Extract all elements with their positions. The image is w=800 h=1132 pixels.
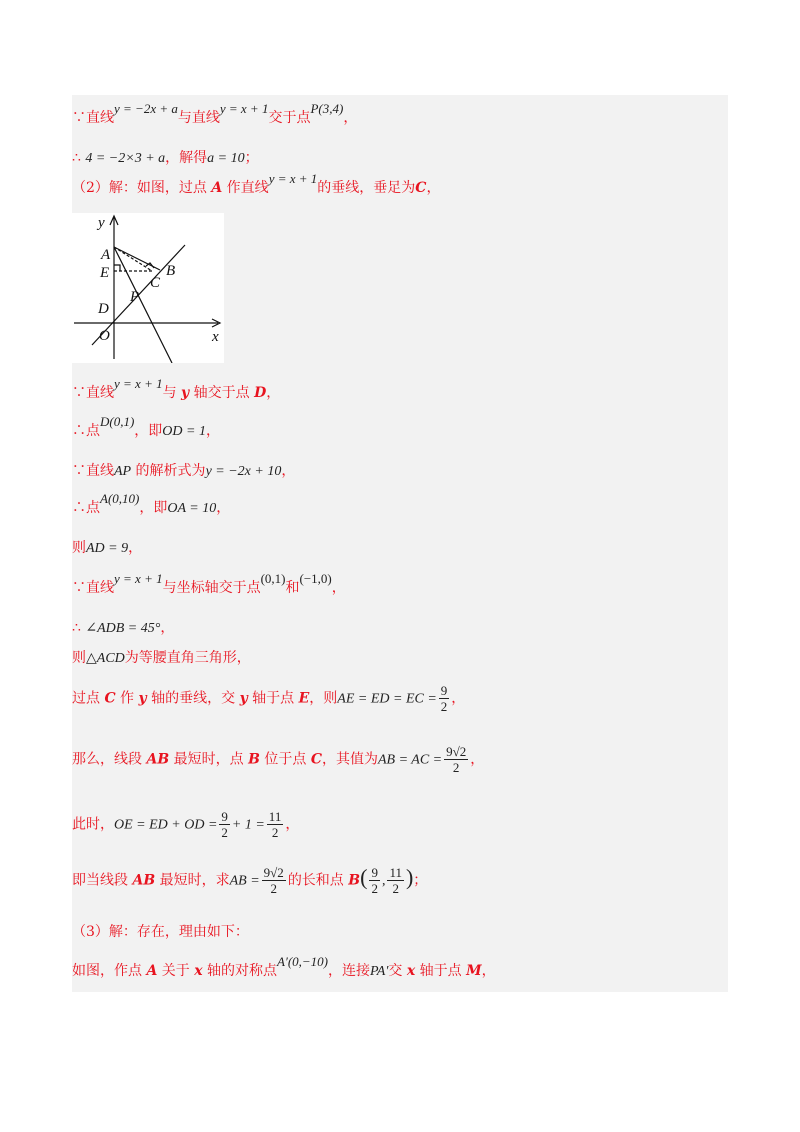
fraction-11-2: $\frac{11}{2}$ bbox=[268, 809, 282, 840]
label-y: y bbox=[98, 215, 105, 231]
label-E: E bbox=[100, 265, 110, 281]
label-O: O bbox=[99, 328, 110, 344]
figure bbox=[72, 213, 224, 363]
label-D: D bbox=[98, 301, 109, 317]
line-17: 如图，作点 A 关于 x 轴的对称点A′(0,−10)，连接PA′交 x 轴于点 M， bbox=[72, 954, 496, 979]
fraction-9root2-2: $\frac{9√2}{2}$ bbox=[263, 865, 284, 896]
line-AP bbox=[114, 247, 172, 363]
line-13: 那么，线段 AB 最短时，点 B 位于点 C，其值为AB = AC = $\frac{9√2}{2}$ ， bbox=[72, 744, 485, 775]
fraction-9-2: $\frac{9}{2}$ bbox=[221, 809, 228, 840]
line-16: （3）解：存在，理由如下： bbox=[72, 924, 249, 940]
label-x: x bbox=[212, 329, 219, 345]
line-8: 则AD = 9， bbox=[72, 540, 143, 556]
line-1: ∵直线y = −2x + a与直线y = x + 1交于点P(3,4)， bbox=[72, 101, 358, 126]
line-12: 过点 C 作 y 轴的垂线，交 y 轴于点 E，则AE = ED = EC = $\frac{9}{2}$ ， bbox=[72, 683, 466, 714]
line-11: 则△ACD为等腰直角三角形， bbox=[72, 650, 251, 666]
line-5: ∴点D(0,1)，即OD = 1， bbox=[72, 414, 220, 439]
label-B: B bbox=[166, 263, 176, 279]
line-15: 即当线段 AB 最短时，求AB = $\frac{9√2}{2}$ 的长和点 B( $\frac{9}{2}$ , $\frac{11}{2}$ )； bbox=[72, 864, 428, 896]
line-4: ∵直线y = x + 1与 y 轴交于点 D， bbox=[72, 376, 281, 401]
fraction-9-2: $\frac{9}{2}$ bbox=[440, 683, 448, 714]
right-angle-mark-E bbox=[114, 265, 120, 271]
line-9: ∵直线y = x + 1与坐标轴交于点(0,1)和(−1,0)， bbox=[72, 571, 346, 596]
label-A: A bbox=[101, 247, 111, 263]
line-6: ∵直线AP 的解析式为y = −2x + 10， bbox=[72, 463, 296, 479]
line-14: 此时，OE = ED + OD = $\frac{9}{2}$ + 1 = $\frac{11}{2}$ ， bbox=[72, 809, 300, 840]
line-3: （2）解：如图，过点 A 作直线y = x + 1的垂线，垂足为C， bbox=[72, 171, 441, 196]
fraction-Bx: $\frac{9}{2}$ bbox=[371, 865, 378, 896]
line-10: ∴ ∠ADB = 45°， bbox=[72, 620, 175, 636]
line-2: ∴ 4 = −2×3 + a，解得a = 10； bbox=[72, 150, 259, 166]
label-P: P bbox=[130, 289, 140, 305]
fraction-By: $\frac{11}{2}$ bbox=[389, 865, 402, 896]
coordinate-diagram bbox=[72, 213, 224, 363]
fraction-9root2-2: $\frac{9√2}{2}$ bbox=[446, 744, 467, 775]
solution-panel bbox=[72, 95, 728, 992]
line-7: ∴点A(0,10)，即OA = 10， bbox=[72, 491, 231, 516]
label-C: C bbox=[150, 275, 161, 291]
